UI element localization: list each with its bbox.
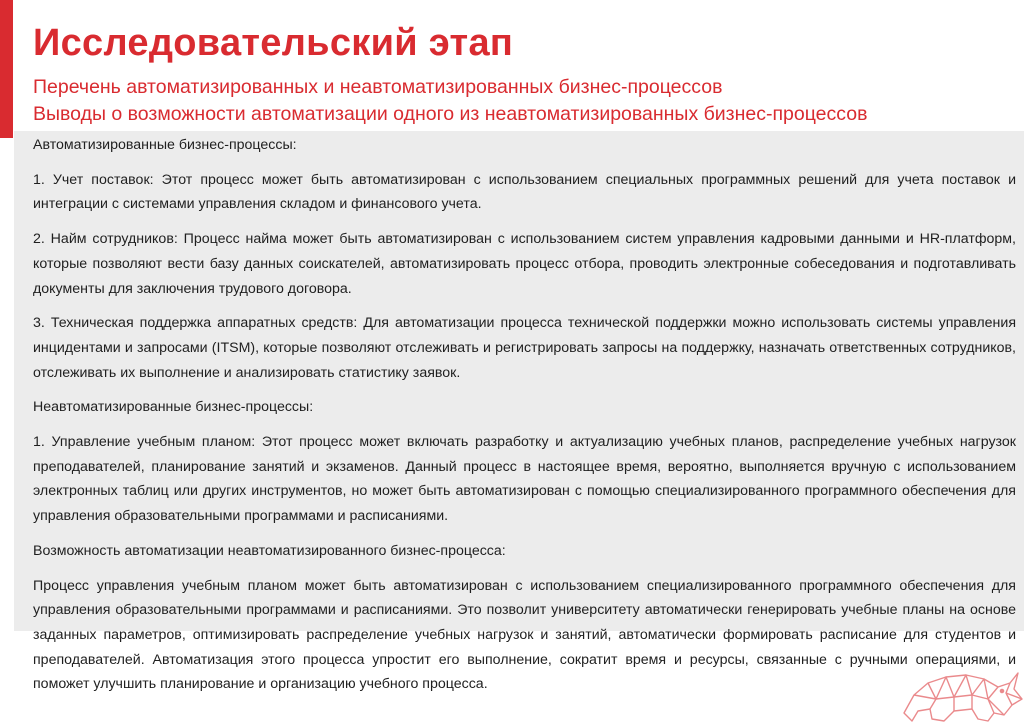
non-automated-heading: Неавтоматизированные бизнес-процессы: xyxy=(33,399,314,416)
possibility-heading: Возможность автоматизации неавтоматизированного бизнес-процесса: xyxy=(33,542,506,559)
subtitle-conclusions: Выводы о возможности автоматизации одного из неавтоматизированных бизнес-процессов xyxy=(33,103,868,125)
content-body xyxy=(33,133,1016,707)
non-automated-item: 1. Управление учебным планом: Этот процесс может включать разработку и актуализацию учебных планов, распределение учебных нагрузок преподавателей, планирование занятий и экзаменов. Данный процесс в настоящее время, вероятно, выполняется вручную с использованием электронных таблиц или других инструментов, но может быть автоматизирован с помощью специализированного программного обеспечения для управления образовательными программами и расписаниями. xyxy=(33,434,1016,525)
possibility-text: Процесс управления учебным планом может быть автоматизирован с использованием специализированного программного обеспечения для управления образовательными программами и расписаниями. Это позволит университету автоматически генерировать учебные планы на основе заданных параметров, оптимизировать распределение учебных нагрузок и занятий, автоматически формировать расписание для студентов и преподавателей. Автоматизация этого процесса упростит его выполнение, сократит время и ресурсы, связанные с ручными операциями, и поможет улучшить планирование и организацию учебного процесса. xyxy=(33,577,1016,693)
automated-heading: Автоматизированные бизнес-процессы: xyxy=(33,137,297,153)
automated-item: 2. Найм сотрудников: Процесс найма может быть автоматизирован с использованием систем управления кадровыми данными и HR-платформ, которые позволяют вести базу данных соискателей, автоматизировать процесс отбора, проводить электронные собеседования и подготавливать документы для заключения трудового договора. xyxy=(33,231,1016,297)
accent-bar xyxy=(0,0,13,138)
subtitle-list: Перечень автоматизированных и неавтоматизированных бизнес-процессов xyxy=(33,76,723,98)
rhino-logo-icon xyxy=(884,643,1024,723)
automated-item: 3. Техническая поддержка аппаратных средств: Для автоматизации процесса технической поддержки можно использовать системы управления инцидентами и запросами (ITSM), которые позволяют отслеживать и регистрировать запросы на поддержку, назначать ответственных сотрудников, отслеживать их выполнение и анализировать статистику заявок. xyxy=(33,315,1016,381)
page-title: Исследовательский этап xyxy=(33,22,514,64)
automated-item: 1. Учет поставок: Этот процесс может быть автоматизирован с использованием специальных программных решений для учета поставок и интеграции с системами управления складом и финансового учета. xyxy=(33,171,1016,213)
